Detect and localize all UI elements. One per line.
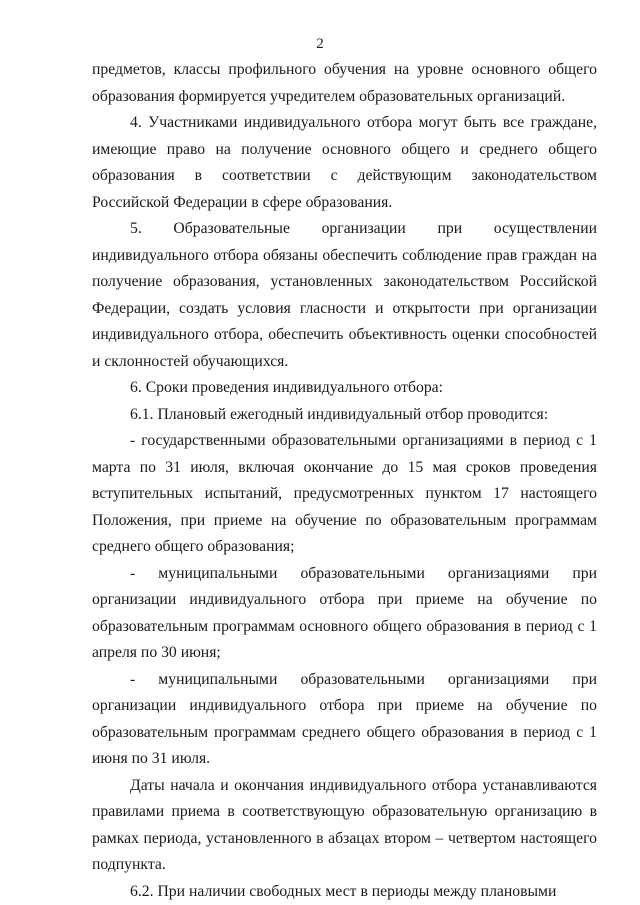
paragraph-bullet-state: - государственными образовательными организациями в период с 1 марта по 31 июля, включая окончание до 15 мая сроков проведения вступительных испытаний, предусмотренных пунктом 17 настоящего Положения, при приеме на обучение по образовательным программам среднего общего образования; (92, 432, 597, 555)
paragraph-bullet-municipal-basic: - муниципальными образовательными организациями при организации индивидуального отбора при приеме на обучение по образовательным программам основного общего образования в период с 1 апреля по 30 июня; (92, 564, 597, 661)
paragraph-item-6-1: 6.1. Плановый ежегодный индивидуальный отбор проводится: (130, 405, 549, 423)
paragraph-item-6-2: 6.2. При наличии свободных мест в периоды между плановыми (130, 882, 557, 900)
paragraph-item-5: 5. Образовательные организации при осуществлении индивидуального отбора обязаны обеспечить соблюдение прав граждан на получение образования, установленных законодательством Российской Федерации, создать условия гласности и открытости при организации индивидуального отбора, обеспечить объективность оценки способностей и склонностей обучающихся. (92, 220, 597, 370)
page-number: 2 (316, 36, 324, 52)
paragraph-bullet-municipal-secondary: - муниципальными образовательными организациями при организации индивидуального отбора при приеме на обучение по образовательным программам среднего общего образования в период с 1 июня по 31 июля. (92, 670, 597, 767)
paragraph-dates: Даты начала и окончания индивидуального отбора устанавливаются правилами приема в соответствующую образовательную организацию в рамках периода, установленного в абзацах втором – четвертом настоящего подпункта. (92, 776, 597, 873)
paragraph-item-4: 4. Участниками индивидуального отбора могут быть все граждане, имеющие право на получение основного общего и среднего общего образования в соответствии с действующим законодательством Российской Федерации в сфере образования. (92, 114, 597, 211)
paragraph-item-6: 6. Сроки проведения индивидуального отбора: (130, 379, 444, 396)
paragraph-continuation: предметов, классы профильного обучения на уровне основного общего образования формируется учредителем образовательных организаций. (92, 61, 597, 105)
document-body (92, 57, 597, 905)
